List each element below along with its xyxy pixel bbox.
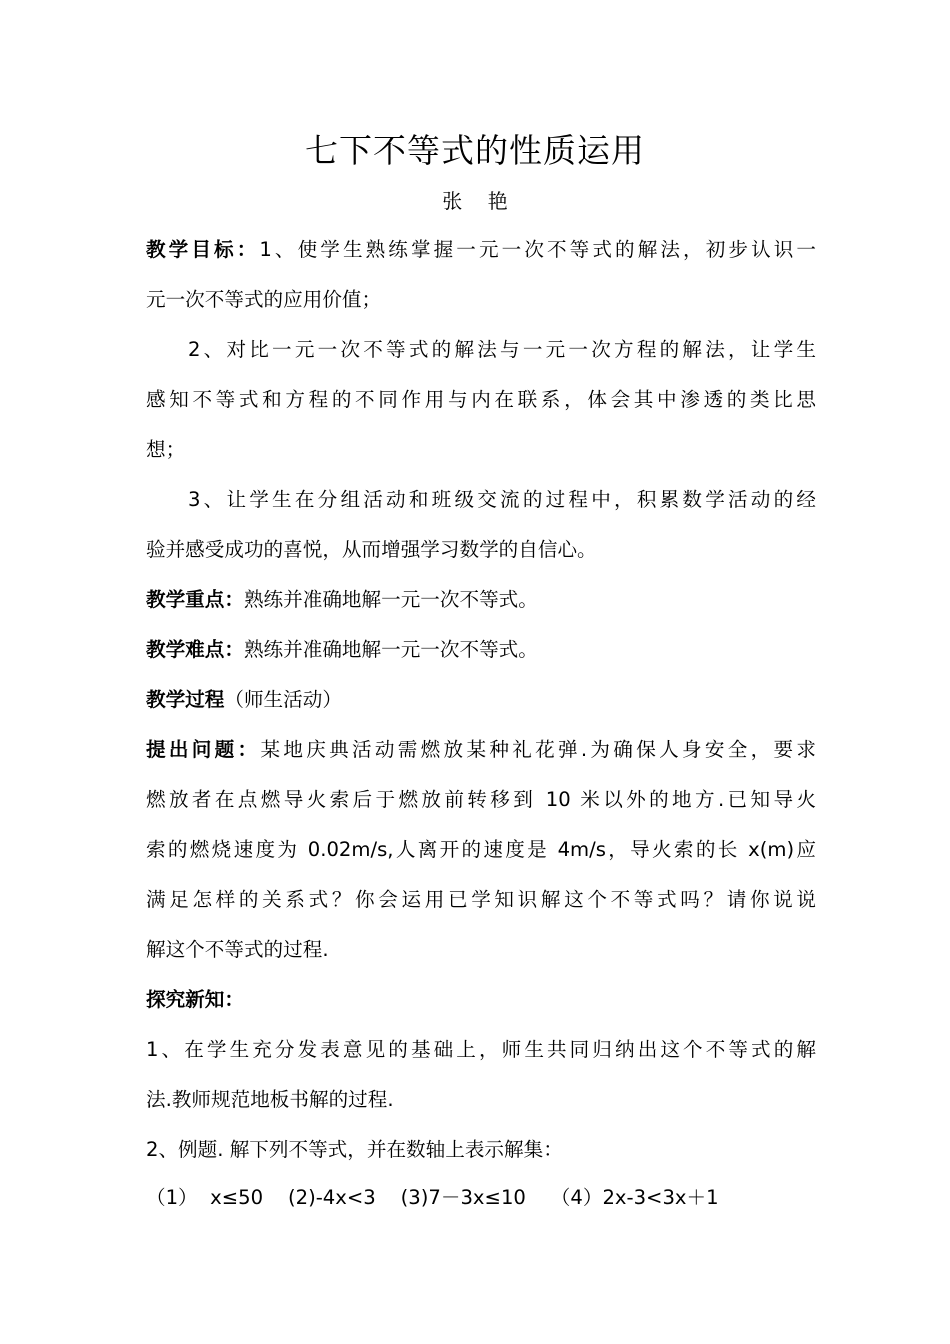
explore-label: 探究新知： [146, 988, 244, 1011]
process-label: 教学过程 [146, 688, 225, 711]
difficulty-text: 熟练并准确地解一元一次不等式。 [243, 638, 538, 661]
key-point-line [146, 584, 816, 616]
explore-item-2: 2、例题. 解下列不等式，并在数轴上表示解集： [146, 1138, 563, 1161]
objective-1-text: 1、使学生熟练掌握一元一次不等式的解法，初步认识一 [259, 238, 817, 261]
objective-3-line-1: 3、让学生在分组活动和班级交流的过程中，积累数学活动的经 [188, 488, 816, 511]
objective-2-line-3: 想； [146, 438, 186, 461]
problem-line-1 [146, 734, 816, 766]
objective-1-continuation: 元一次不等式的应用价值； [146, 288, 382, 311]
difficulty-line [146, 634, 816, 666]
difficulty-label: 教学难点： [146, 638, 244, 661]
problem-line-4: 满足怎样的关系式？你会运用已学知识解这个不等式吗？请你说说 [146, 888, 816, 911]
objective-3-line-2: 验并感受成功的喜悦，从而增强学习数学的自信心。 [146, 538, 597, 561]
process-note: （师生活动） [224, 688, 342, 711]
process-line [146, 684, 816, 716]
problem-line-2: 燃放者在点燃导火索后于燃放前转移到 10 米以外的地方.已知导火 [146, 788, 816, 811]
key-point-text: 熟练并准确地解一元一次不等式。 [243, 588, 538, 611]
objective-2-line-1: 2、对比一元一次不等式的解法与一元一次方程的解法，让学生 [188, 338, 816, 361]
explore-item-1-line-2: 法.教师规范地板书解的过程. [146, 1088, 394, 1111]
key-point-label: 教学重点： [146, 588, 244, 611]
problem-text-1: 某地庆典活动需燃放某种礼花弹.为确保人身安全，要求 [260, 738, 817, 761]
problem-line-5: 解这个不等式的过程. [146, 938, 329, 961]
problem-line-3: 索的燃烧速度为 0.02m/s,人离开的速度是 4m/s，导火索的长 x(m)应 [146, 838, 816, 861]
author-name: 张 艳 [442, 189, 508, 213]
objectives-label: 教学目标： [146, 238, 260, 261]
example-inequalities: （1） x≤50 (2)-4x<3 (3)7－3x≤10 （4）2x-3<3x＋1 [146, 1186, 719, 1209]
problem-label: 提出问题： [146, 738, 261, 761]
explore-item-1-line-1: 1、在学生充分发表意见的基础上，师生共同归纳出这个不等式的解 [146, 1038, 816, 1061]
document-title: 七下不等式的性质运用 [305, 131, 645, 170]
objective-2-line-2: 感知不等式和方程的不同作用与内在联系，体会其中渗透的类比思 [146, 388, 816, 411]
objectives-line-1 [146, 234, 816, 266]
